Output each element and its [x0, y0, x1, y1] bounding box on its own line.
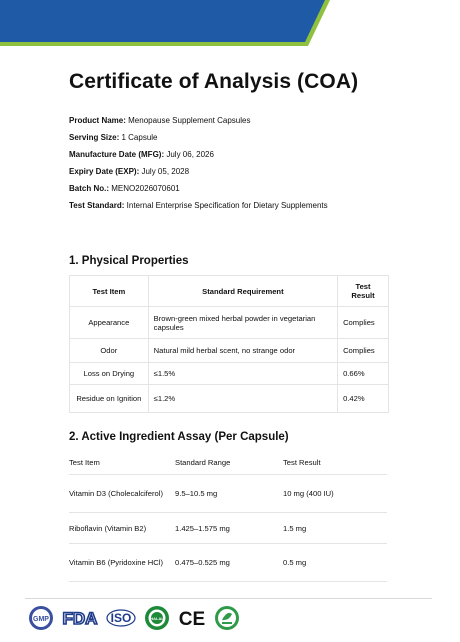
field-batch-no: Batch No.: MENO2026070601 [69, 184, 180, 193]
col-standard-range: Standard Range [175, 450, 283, 475]
col-test-item: Test Item [70, 276, 149, 307]
assay-table [69, 450, 387, 582]
col-test-item: Test Item [69, 450, 175, 475]
ce-logo [178, 607, 206, 629]
physical-heading: 1. Physical Properties [69, 255, 189, 267]
col-test-result: Test Result [283, 450, 387, 475]
col-standard-requirement: Standard Requirement [148, 276, 337, 307]
svg-text:HALAL: HALAL [150, 616, 164, 621]
table-row: Loss on Drying ≤1.5% 0.66% [70, 363, 389, 385]
certification-logos [28, 604, 240, 632]
field-mfg-date: Manufacture Date (MFG): July 06, 2026 [69, 150, 214, 159]
footer-divider [25, 598, 432, 599]
organic-logo [214, 605, 240, 631]
field-test-standard: Test Standard: Internal Enterprise Specification for Dietary Supplements [69, 201, 328, 210]
field-exp-date: Expiry Date (EXP): July 05, 2028 [69, 167, 190, 176]
assay-heading: 2. Active Ingredient Assay (Per Capsule) [69, 431, 289, 443]
field-serving-size: Serving Size: 1 Capsule [69, 133, 158, 142]
table-row: Appearance Brown-green mixed herbal powder in vegetarian capsules Complies [70, 307, 389, 339]
table-row: Vitamin D3 (Cholecalciferol) 9.5–10.5 mg 10 mg (400 IU) [69, 475, 387, 513]
table-header-row [70, 276, 389, 307]
header-banner [0, 0, 460, 60]
col-test-result: Test Result [338, 276, 389, 307]
table-row: Odor Natural mild herbal scent, no strange odor Complies [70, 339, 389, 363]
table-row: Residue on Ignition ≤1.2% 0.42% [70, 385, 389, 413]
gmp-logo [28, 605, 54, 631]
svg-text:CE: CE [178, 609, 206, 629]
svg-text:ISO: ISO [110, 611, 132, 625]
svg-text:FDA: FDA [62, 609, 98, 628]
halal-logo [144, 605, 170, 631]
table-header-row [69, 450, 387, 475]
product-info [69, 112, 328, 214]
field-product-name: Product Name: Menopause Supplement Capsules [69, 116, 251, 125]
table-row: Vitamin B6 (Pyridoxine HCl) 0.475–0.525 mg 0.5 mg [69, 544, 387, 582]
svg-text:GMP: GMP [33, 616, 49, 623]
fda-logo [62, 607, 98, 629]
table-row: Riboflavin (Vitamin B2) 1.425–1.575 mg 1.5 mg [69, 513, 387, 544]
physical-properties-table [69, 275, 389, 413]
iso-logo [106, 607, 136, 629]
document-title: Certificate of Analysis (COA) [69, 70, 359, 93]
